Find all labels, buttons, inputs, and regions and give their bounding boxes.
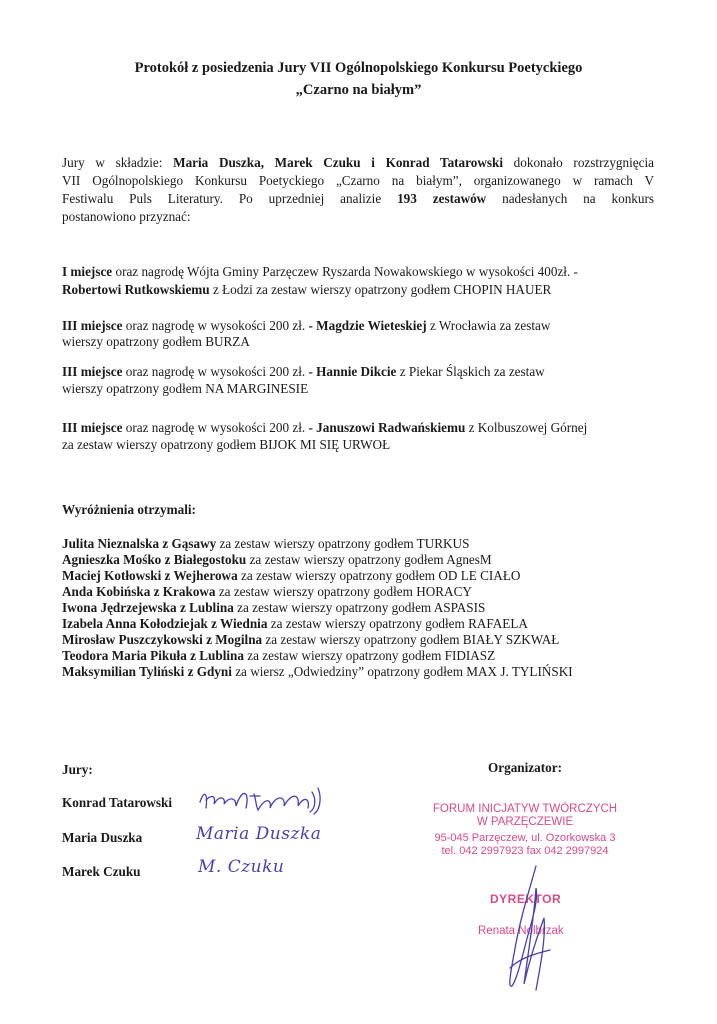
award-place: III miejsce — [62, 318, 123, 333]
stamp-line: FORUM INICJATYW TWÓRCZYCH — [432, 803, 618, 815]
distinction-name: Anda Kobińska z Krakowa — [62, 584, 216, 599]
jury-member: Konrad Tatarowski — [62, 795, 173, 810]
award-1-line-2: Robertowi Rutkowskiemu z Łodzi za zestaw wierszy opatrzony godłem CHOPIN HAUER — [62, 282, 552, 297]
intro-line-1: Jury w składzie: Maria Duszka, Marek Czuku i Konrad Tatarowski dokonało rozstrzygnięcia — [62, 155, 654, 170]
award-winner: - Januszowi Radwańskiemu — [308, 420, 466, 435]
organizer-heading: Organizator: — [488, 760, 562, 775]
award-1-line-1: I miejsce oraz nagrodę Wójta Gminy Parzęczew Ryszarda Nowakowskiego w wysokości 400zł. - — [62, 264, 578, 279]
award-4-line-2: za zestaw wierszy opatrzony godłem BIJOK MI SIĘ URWOŁ — [62, 437, 391, 452]
intro-line-3: Festiwalu Puls Literatury. Po uprzedniej analizie 193 zestawów nadesłanych na konkurs — [62, 191, 654, 206]
list-item: Mirosław Puszczykowski z Mogilna za zestaw wierszy opatrzony godłem BIAŁY SZKWAŁ — [62, 632, 560, 647]
intro-line-4: postanowiono przyznać: — [62, 209, 191, 224]
award-winner: - Magdzie Wieteskiej — [308, 318, 427, 333]
jury-member: Marek Czuku — [62, 864, 141, 879]
intro-line-2: VII Ogólnopolskiego Konkursu Poetyckiego „Czarno na białym”, organizowanego w ramach V — [62, 173, 654, 188]
list-item: Anda Kobińska z Krakowa za zestaw wierszy opatrzony godłem HORACY — [62, 584, 472, 599]
list-item: Teodora Maria Pikuła z Lublina za zestaw wierszy opatrzony godłem FIDIASZ — [62, 648, 496, 663]
distinctions-heading: Wyróżnienia otrzymali: — [62, 502, 196, 517]
award-place: I miejsce — [62, 264, 113, 279]
award-2-line-2: wierszy opatrzony godłem BURZA — [62, 334, 250, 349]
jury-names: Maria Duszka, Marek Czuku i Konrad Tatarowski — [173, 155, 504, 170]
distinctions-list — [62, 536, 573, 680]
award-3-line-1: III miejsce oraz nagrodę w wysokości 200 zł. - Hannie Dikcie z Piekar Śląskich za zestaw — [62, 364, 545, 379]
list-item: Izabela Anna Kołodziejak z Wiednia za zestaw wierszy opatrzony godłem RAFAELA — [62, 616, 528, 631]
signature-marek-czuku: M. Czuku — [198, 857, 285, 877]
stamp-title: DYREKTOR — [490, 892, 562, 906]
distinction-name: Maciej Kotłowski z Wejherowa — [62, 568, 238, 583]
list-item: Agnieszka Mośko z Białegostoku za zestaw wierszy opatrzony godłem AgnesM — [62, 552, 492, 567]
director-signature — [490, 858, 570, 998]
list-item: Julita Nieznalska z Gąsawy za zestaw wierszy opatrzony godłem TURKUS — [62, 536, 470, 551]
distinction-name: Julita Nieznalska z Gąsawy — [62, 536, 217, 551]
award-winner: - Hannie Dikcie — [308, 364, 397, 379]
award-winner: Robertowi Rutkowskiemu — [62, 282, 210, 297]
stamp-line: 95-045 Parzęczew, ul. Ozorkowska 3 — [434, 832, 616, 844]
jury-member: Maria Duszka — [62, 830, 143, 845]
stamp-name: Renata Nolbrzak — [478, 925, 564, 937]
document-title: Protokół z posiedzenia Jury VII Ogólnopolskiego Konkursu Poetyckiego — [134, 60, 583, 76]
distinction-name: Maksymilian Tyliński z Gdyni — [62, 664, 232, 679]
stamp-line: tel. 042 2997923 fax 042 2997924 — [441, 845, 609, 857]
award-3-line-2: wierszy opatrzony godłem NA MARGINESIE — [62, 381, 309, 396]
list-item: Iwona Jędrzejewska z Lublina za zestaw wierszy opatrzony godłem ASPASIS — [62, 600, 486, 615]
stamp-line: W PARZĘCZEWIE — [476, 816, 574, 828]
award-2-line-1: III miejsce oraz nagrodę w wysokości 200 zł. - Magdzie Wieteskiej z Wrocławia za zestaw — [62, 318, 551, 333]
distinction-name: Agnieszka Mośko z Białegostoku — [62, 552, 247, 567]
document-subtitle: „Czarno na białym” — [295, 82, 422, 98]
award-place: III miejsce — [62, 420, 123, 435]
signature-maria-duszka: Maria Duszka — [196, 824, 322, 844]
organizer-stamp — [405, 803, 645, 858]
distinction-name: Mirosław Puszczykowski z Mogilna — [62, 632, 263, 647]
distinction-name: Teodora Maria Pikuła z Lublina — [62, 648, 244, 663]
list-item: Maciej Kotłowski z Wejherowa za zestaw wierszy opatrzony godłem OD LE CIAŁO — [62, 568, 521, 583]
entries-count: 193 zestawów — [397, 191, 487, 206]
signature-konrad-tatarowski — [196, 782, 328, 818]
distinction-name: Iwona Jędrzejewska z Lublina — [62, 600, 234, 615]
distinction-name: Izabela Anna Kołodziejak z Wiednia — [62, 616, 268, 631]
award-place: III miejsce — [62, 364, 123, 379]
jury-heading: Jury: — [62, 762, 93, 777]
award-4-line-1: III miejsce oraz nagrodę w wysokości 200 zł. - Januszowi Radwańskiemu z Kolbuszowej Górnej — [62, 420, 588, 435]
list-item: Maksymilian Tyliński z Gdyni za wiersz „Odwiedziny” opatrzony godłem MAX J. TYLIŃSKI — [62, 664, 573, 679]
